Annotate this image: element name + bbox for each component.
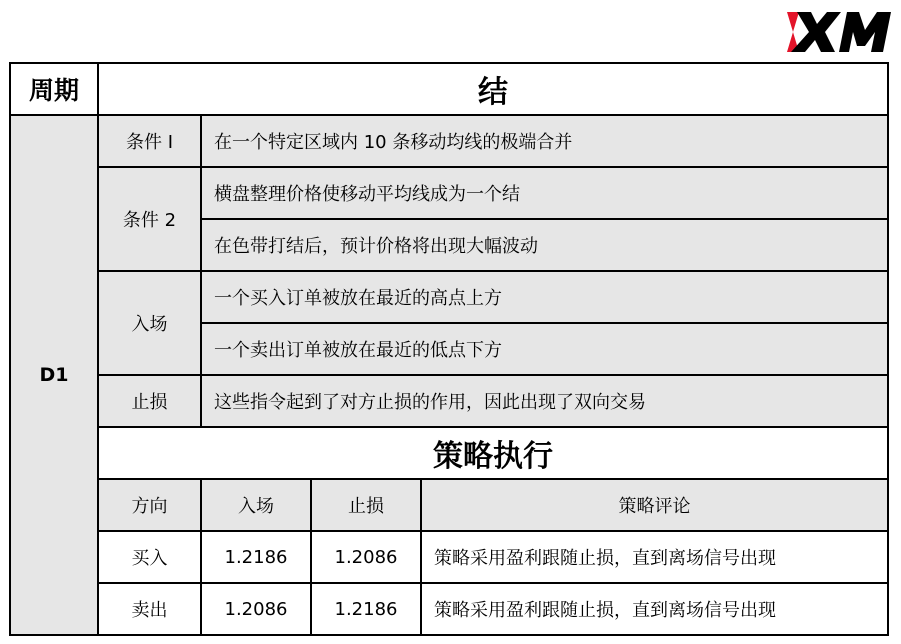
condition-2-text-1: 横盘整理价格使移动平均线成为一个结: [201, 167, 888, 219]
buy-direction: 买入: [98, 531, 201, 583]
strategy-title: 策略执行: [98, 427, 888, 479]
buy-stop: 1.2086: [311, 531, 421, 583]
col-stop-header: 止损: [311, 479, 421, 531]
sell-direction: 卖出: [98, 583, 201, 635]
col-entry-header: 入场: [201, 479, 311, 531]
sell-comment: 策略采用盈利跟随止损，直到离场信号出现: [421, 583, 888, 635]
stop-loss-text: 这些指令起到了对方止损的作用，因此出现了双向交易: [201, 375, 888, 427]
table-row: [10, 531, 888, 583]
knot-strategy-table: [9, 62, 889, 636]
period-header: 周期: [10, 63, 98, 115]
entry-text-2: 一个卖出订单被放在最近的低点下方: [201, 323, 888, 375]
buy-comment: 策略采用盈利跟随止损，直到离场信号出现: [421, 531, 888, 583]
stop-loss-label: 止损: [98, 375, 201, 427]
xm-logo: [785, 8, 893, 56]
condition-1-text: 在一个特定区域内 10 条移动均线的极端合并: [201, 115, 888, 167]
sell-entry: 1.2086: [201, 583, 311, 635]
buy-entry: 1.2186: [201, 531, 311, 583]
col-direction-header: 方向: [98, 479, 201, 531]
entry-text-1: 一个买入订单被放在最近的高点上方: [201, 271, 888, 323]
condition-1-label: 条件 I: [98, 115, 201, 167]
col-comment-header: 策略评论: [421, 479, 888, 531]
period-value: D1: [10, 115, 98, 635]
knot-title: 结: [98, 63, 888, 115]
table-row: [10, 583, 888, 635]
condition-2-text-2: 在色带打结后，预计价格将出现大幅波动: [201, 219, 888, 271]
sell-stop: 1.2186: [311, 583, 421, 635]
condition-2-label: 条件 2: [98, 167, 201, 271]
entry-label: 入场: [98, 271, 201, 375]
